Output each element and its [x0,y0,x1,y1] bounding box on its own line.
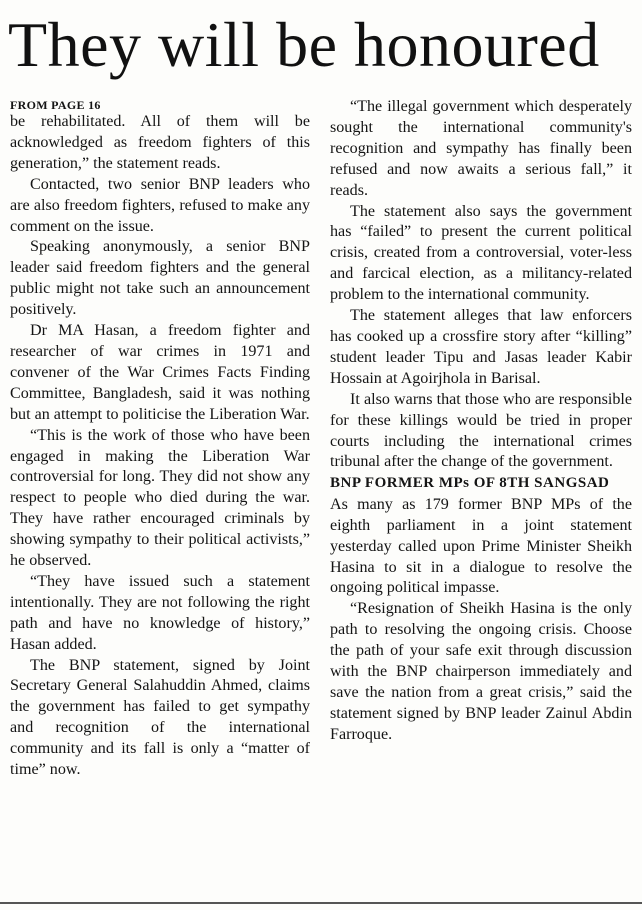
paragraph: Dr MA Hasan, a freedom fighter and researcher of war crimes in 1971 and convener of the War Crimes Facts Finding Committee, Bangladesh, said it was nothing but an attempt to politicise the Liberation War. [10,322,310,423]
paragraph: Contacted, two senior BNP leaders who are also freedom fighters, refused to make any comment on the issue. [10,175,310,235]
paragraph: The BNP statement, signed by Joint Secretary General Salahuddin Ahmed, claims the government has failed to get sympathy and recognition of the international community and its fall is only a “matter of time” now. [10,656,310,779]
paragraph: be rehabilitated. All of them will be acknowledged as freedom fighters of this generation,” the statement reads. [10,113,310,172]
paragraph: “The illegal government which desperately sought the international community's recognition and sympathy has finally been refused and now awaits a serious fall,” it reads. [330,98,632,199]
paragraph: The statement also says the government has “failed” to present the current political crisis, created from a controversial, voter-less and farcical election, as a militancy-related problem to the international community. [330,202,632,304]
bottom-rule [0,902,642,904]
left-column [10,97,310,781]
section-subhead: BNP FORMER MPs OF 8TH SANGSAD [330,475,610,492]
paragraph: As many as 179 former BNP MPs of the eighth parliament in a joint statement yesterday called upon Prime Minister Sheikh Hasina to sit in a dialogue to resolve the ongoing political impasse. [330,495,632,597]
paragraph: It also warns that those who are responsible for these killings would be tried in proper courts including the international crimes tribunal after the change of the government. [330,390,632,471]
paragraph: “They have issued such a statement intentionally. They are not following the right path and have no knowledge of history,” Hasan added. [10,572,310,653]
paragraph: The statement alleges that law enforcers has cooked up a crossfire story after “killing” student leader Tipu and Jasas leader Kabir Hossain at Agoirjhola in Barisal. [330,307,632,387]
paragraph: Speaking anonymously, a senior BNP leader said freedom fighters and the general public might not take such an announcement positively. [10,238,310,319]
paragraph: “Resignation of Sheikh Hasina is the only path to resolving the ongoing crisis. Choose the path of your safe exit through discussion with the BNP chairperson immediately and save the nation from a great crisis,” said the statement signed by BNP leader Zainul Abdin Farroque. [330,600,632,743]
page-jump-kicker: FROM PAGE 16 [10,98,101,112]
headline: They will be honoured [8,9,600,80]
paragraph: “This is the work of those who have been engaged in making the Liberation War controversial for long. They did not show any respect to people who died during the war. They have rather encouraged criminals by showing sympathy to their political activists,” he observed. [10,426,310,570]
right-column [330,97,632,746]
